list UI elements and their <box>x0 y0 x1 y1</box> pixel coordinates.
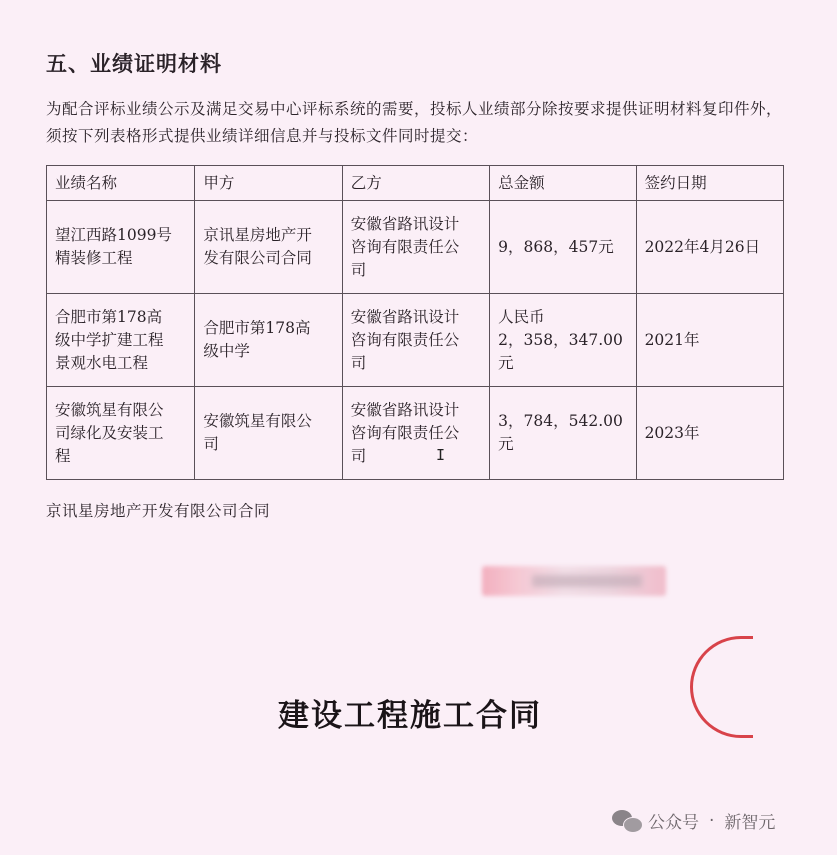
cell-line: 程 <box>55 446 71 465</box>
cell-line: 司 <box>350 260 367 279</box>
cell-amount <box>490 387 636 480</box>
header-date: 签约日期 <box>636 166 783 201</box>
table-row <box>47 201 784 294</box>
cell-line: 京讯星房地产开 <box>203 226 312 244</box>
cell-party-a <box>195 294 342 387</box>
cell-line: 安徽省路讯设计 <box>350 307 460 326</box>
header-party-a: 甲方 <box>195 166 342 201</box>
cell-line: 精装修工程 <box>55 249 133 267</box>
cell-line: 3，784，542.00元 <box>498 412 623 453</box>
cell-line: 级中学扩建工程 <box>55 330 164 349</box>
cell-line: 安徽筑星有限公 <box>203 412 312 430</box>
intro-paragraph: 为配合评标业绩公示及满足交易中心评标系统的需要，投标人业绩部分除按要求提供证明材料复印件外，须按下列表格形式提供业绩详细信息并与投标文件同时提交： <box>46 100 783 145</box>
cell-line: 咨询有限责任公 <box>350 423 460 442</box>
table-header-row <box>47 166 784 201</box>
contract-title: 建设工程施工合同 <box>278 698 542 734</box>
cell-line: 2，358，347.00元 <box>498 330 623 372</box>
performance-table <box>46 165 784 480</box>
cell-line: 咨询有限责任公 <box>350 237 460 256</box>
watermark-label: 公众号 <box>648 813 699 833</box>
table-row <box>47 294 784 387</box>
cell-line: 安徽省路讯设计 <box>350 214 460 233</box>
text-cursor-icon: I <box>436 446 446 464</box>
cell-party-a <box>195 201 342 294</box>
cell-line: 景观水电工程 <box>55 353 149 372</box>
cell-line: 司 <box>350 446 367 465</box>
cell-name <box>47 387 195 480</box>
cell-amount <box>490 294 636 387</box>
cell-name <box>47 201 195 294</box>
cell-line: 安徽筑星有限公 <box>55 400 164 419</box>
cell-line: 司 <box>350 353 367 372</box>
cell-date: 2023年 <box>636 387 783 480</box>
blurred-stamp <box>482 566 666 596</box>
cell-line: 望江西路1099号 <box>55 226 172 244</box>
cell-line: 司 <box>203 435 219 453</box>
cell-party-b <box>342 387 489 480</box>
section-title: 五、业绩证明材料 <box>46 51 222 76</box>
cell-party-a <box>195 387 342 480</box>
watermark-separator: · <box>709 810 715 831</box>
table-row <box>47 387 784 480</box>
cell-line: 合肥市第178高 <box>203 319 311 337</box>
footer-line: 京讯星房地产开发有限公司合同 <box>46 502 271 520</box>
cell-party-b <box>342 201 489 294</box>
cell-line: 合肥市第178高 <box>55 307 163 326</box>
wechat-icon <box>612 810 642 832</box>
blurred-stamp-text <box>532 575 642 587</box>
cell-amount <box>490 201 636 294</box>
watermark <box>612 808 775 833</box>
cell-date: 2022年4月26日 <box>636 201 783 294</box>
cell-line: 级中学 <box>203 342 250 360</box>
cell-line: 发有限公司合同 <box>203 249 312 267</box>
cell-line: 9，868，457元 <box>498 237 614 256</box>
cell-line: 咨询有限责任公 <box>350 330 460 349</box>
cell-line: 安徽省路讯设计 <box>350 400 460 419</box>
red-seal-edge <box>690 636 753 738</box>
cell-date: 2021年 <box>636 294 783 387</box>
cell-name <box>47 294 195 387</box>
header-party-b: 乙方 <box>342 166 489 201</box>
cell-party-b <box>342 294 489 387</box>
watermark-account: 新智元 <box>724 813 776 833</box>
header-name: 业绩名称 <box>47 166 195 201</box>
header-amount: 总金额 <box>490 166 636 201</box>
cell-line: 司绿化及安装工 <box>55 423 164 442</box>
cell-line: 人民币 <box>498 307 545 326</box>
